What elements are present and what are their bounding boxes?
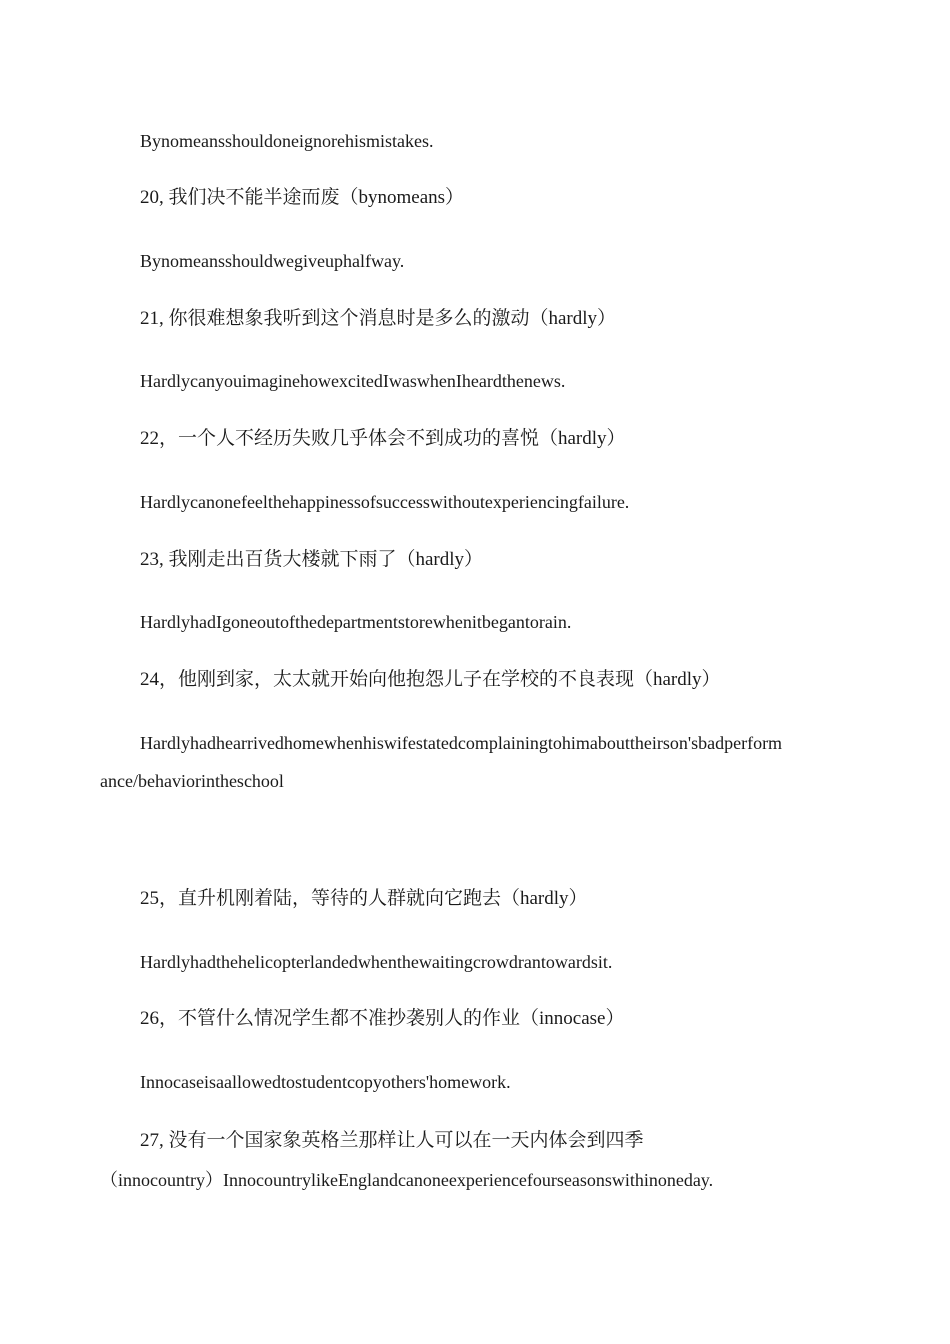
answer-line-continued: ance/behaviorintheschool: [100, 771, 284, 791]
question-line: 20, 我们决不能半途而废（bynomeans）: [140, 187, 465, 208]
answer-line-continued: （innocountry）InnocountrylikeEnglandcanoneexperiencefourseasonswithinoneday.: [100, 1170, 714, 1190]
answer-line: HardlycanyouimaginehowexcitedIwaswhenIheardthenews.: [140, 371, 566, 391]
answer-line: Hardlycanonefeelthehappinessofsuccesswithoutexperiencingfailure.: [140, 492, 630, 512]
answer-line: HardlyhadIgoneoutofthedepartmentstorewhenitbegantorain.: [140, 612, 572, 632]
answer-line: Bynomeansshouldoneignorehismistakes.: [140, 131, 434, 151]
question-line: 23, 我刚走出百货大楼就下雨了（hardly）: [140, 549, 484, 570]
answer-line: Innocaseisaallowedtostudentcopyothers'homework.: [140, 1072, 511, 1092]
question-line: 27, 没有一个国家象英格兰那样让人可以在一天内体会到四季: [140, 1130, 644, 1151]
question-line: 21, 你很难想象我听到这个消息时是多么的激动（hardly）: [140, 308, 617, 329]
answer-line: Hardlyhadthehelicopterlandedwhenthewaitingcrowdrantowardsit.: [140, 952, 613, 972]
question-line: 26，不管什么情况学生都不准抄袭别人的作业（innocase）: [140, 1008, 625, 1029]
answer-line: Bynomeansshouldwegiveuphalfway.: [140, 251, 405, 271]
question-line: 22，一个人不经历失败几乎体会不到成功的喜悦（hardly）: [140, 428, 626, 449]
question-line: 24，他刚到家，太太就开始向他抱怨儿子在学校的不良表现（hardly）: [140, 669, 721, 690]
question-line: 25，直升机刚着陆，等待的人群就向它跑去（hardly）: [140, 888, 588, 909]
answer-line: Hardlyhadhearrivedhomewhenhiswifestatedcomplainingtohimabouttheirson'sbadperform: [140, 733, 783, 753]
